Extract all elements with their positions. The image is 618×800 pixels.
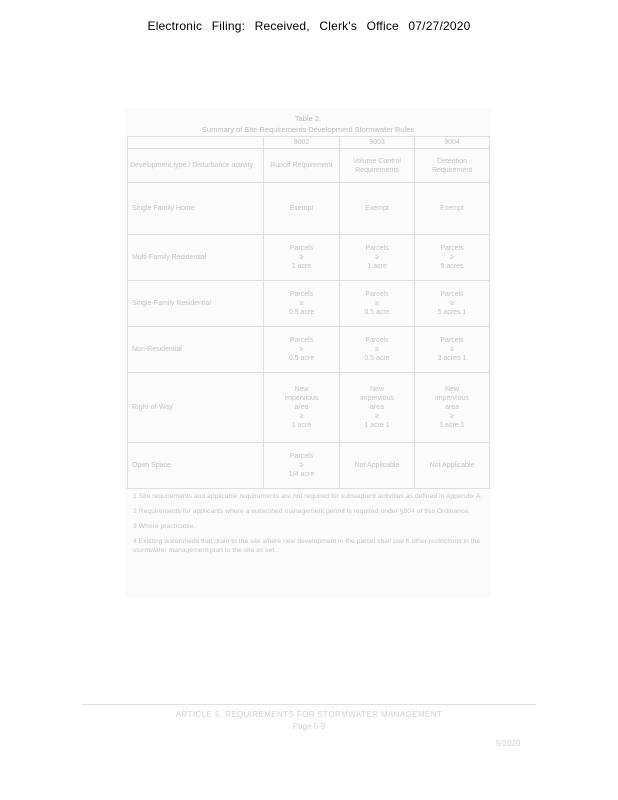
cell-line: impervious	[360, 395, 394, 402]
table-notes	[133, 492, 483, 561]
row-label: Single-Family Residential	[128, 281, 264, 327]
cell-line: Parcels	[289, 245, 314, 252]
cell-line: 1 acre	[291, 263, 312, 270]
cell-line: Parcels	[289, 337, 314, 344]
cell-line: 0.5 acre	[288, 309, 315, 316]
row-label: Right-of-Way	[128, 373, 264, 443]
table-row	[128, 281, 490, 327]
cell-line: Parcels	[289, 453, 314, 460]
table-cell	[340, 183, 415, 235]
cell-line: 0.5 acre	[364, 355, 390, 362]
cell-line: Exempt	[289, 205, 314, 212]
cell-line: ≥	[450, 346, 454, 353]
table-cell	[415, 235, 490, 281]
column-number: 9004	[415, 137, 490, 149]
table-cell	[415, 327, 490, 373]
row-label: Non-Residential	[128, 327, 264, 373]
cell-line: 5 acres	[440, 263, 464, 270]
cell-line: 1 acre	[367, 263, 387, 270]
table-cell	[264, 235, 340, 281]
column-number: 9002	[264, 137, 340, 149]
column-header-row	[128, 149, 490, 183]
cell-line: Parcels	[289, 291, 314, 298]
cell-line: ≥	[450, 300, 454, 307]
cell-line: impervious	[435, 395, 469, 402]
cell-line: Not Applicable	[429, 462, 475, 469]
table-cell	[340, 281, 415, 327]
table-cell	[264, 443, 340, 489]
cell-line: Exempt	[440, 205, 464, 212]
table-cell	[264, 373, 340, 443]
table-cell	[415, 281, 490, 327]
cell-line: Parcels	[365, 337, 389, 344]
table-note: 4 Existing watersheds that drain to the site where new development in the parcel shall use 6 other restrictions in the stormwater management plan to the site as set.	[133, 538, 481, 554]
column-header: Detention Requirement	[415, 149, 490, 183]
table-cell	[415, 183, 490, 235]
table-title: Table 2.	[294, 114, 322, 123]
table-note: 1 Site requirements and applicable requirements are not required for subsequent activities as defined in Appendix A.	[133, 493, 483, 500]
table-cell	[415, 443, 490, 489]
table-cell	[415, 373, 490, 443]
cell-line: ≥	[375, 346, 379, 353]
cell-line: New	[294, 386, 309, 393]
cell-line: 0.5 acre	[288, 355, 315, 362]
requirements-table	[127, 136, 490, 489]
row-label: Open Space	[128, 443, 264, 489]
table-note: 2 Requirements for applicants where a watershed management permit is required under §804 of this Ordinance.	[133, 508, 471, 515]
cell-line: 1 acre 1	[439, 422, 465, 429]
cell-line: Parcels	[365, 291, 389, 298]
cell-line: 3 acres 1	[437, 355, 467, 362]
cell-line: Parcels	[440, 291, 464, 298]
cell-line: Parcels	[440, 337, 464, 344]
table-row	[128, 327, 490, 373]
cell-line: area	[369, 404, 384, 411]
cell-line: ≥	[450, 254, 454, 261]
cell-line: ≥	[299, 346, 304, 353]
cell-line: 1 acre	[291, 422, 312, 429]
cell-line: Exempt	[365, 205, 389, 212]
table-cell	[264, 183, 340, 235]
cell-line: ≥	[450, 413, 454, 420]
table-cell	[340, 373, 415, 443]
cell-line: 1/4 acre	[288, 471, 315, 478]
table-cell	[340, 327, 415, 373]
column-number-row	[128, 137, 490, 149]
table-cell	[264, 281, 340, 327]
cell-line: area	[294, 404, 309, 411]
cell-line: impervious	[284, 395, 319, 402]
column-header: Volume Control Requirements	[340, 149, 415, 183]
cell-line: Not Applicable	[354, 462, 400, 469]
cell-line: ≥	[299, 254, 304, 261]
filing-header: Electronic Filing: Received, Clerk's Office 07/27/2020	[147, 19, 471, 33]
cell-line: New	[444, 386, 459, 393]
row-label: Multi-Family Residential	[128, 235, 264, 281]
cell-line: 1 acre 1	[364, 422, 390, 429]
cell-line: ≥	[375, 254, 379, 261]
footer-title: ARTICLE 5. REQUIREMENTS FOR STORMWATER MANAGEMENT	[175, 710, 443, 719]
footer-page-number: Page 5-9	[292, 722, 326, 731]
cell-line: 5 acres 1	[437, 309, 467, 316]
cell-line: 0.5 acre	[364, 309, 390, 316]
table-row	[128, 373, 490, 443]
table-row	[128, 235, 490, 281]
cell-line: ≥	[299, 462, 304, 469]
table-row	[128, 443, 490, 489]
cell-line: area	[444, 404, 459, 411]
scanned-table-page	[125, 108, 491, 598]
cell-line: New	[369, 386, 384, 393]
row-label: Single Family Home	[128, 183, 264, 235]
table-row	[128, 183, 490, 235]
table-cell	[264, 327, 340, 373]
column-number: 9003	[340, 137, 415, 149]
cell-line: Parcels	[440, 245, 464, 252]
table-note: 3 Where practicable.	[133, 523, 196, 530]
cell-line: ≥	[299, 300, 304, 307]
table-cell	[340, 443, 415, 489]
column-number	[128, 137, 264, 149]
table-cell	[340, 235, 415, 281]
table-subtitle: Summary of Site Requirements Development Stormwater Rules	[201, 125, 415, 134]
cell-line: ≥	[375, 413, 379, 420]
column-header: Development type / Disturbance activity	[128, 149, 264, 183]
cell-line: ≥	[375, 300, 379, 307]
cell-line: Parcels	[365, 245, 389, 252]
table-body	[128, 183, 490, 489]
footer-date: 5/2020	[496, 739, 521, 748]
column-header: Runoff Requirement	[264, 149, 340, 183]
cell-line: ≥	[299, 413, 304, 420]
footer-divider	[82, 704, 536, 705]
